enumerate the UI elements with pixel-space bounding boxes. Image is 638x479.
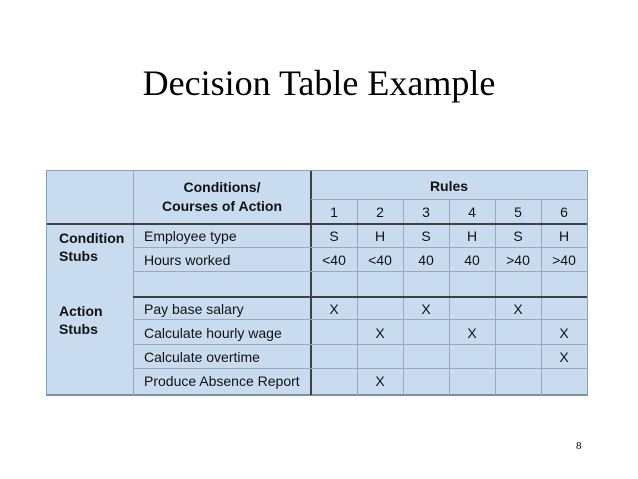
- condition-cell: S: [513, 227, 523, 244]
- conditions-header: [133, 178, 311, 216]
- action-cell: [495, 321, 541, 344]
- action-cell: [403, 345, 449, 368]
- rule-number: 2: [376, 203, 384, 220]
- action-cell: [403, 321, 449, 344]
- condition-stubs-label-line-1: Condition: [59, 230, 125, 246]
- condition-cell: H: [374, 227, 386, 244]
- condition-cell: S: [421, 227, 431, 244]
- action-cell: [311, 369, 357, 392]
- action-cell: X: [559, 324, 569, 341]
- condition-cell: H: [558, 227, 570, 244]
- condition-cell: S: [329, 227, 339, 244]
- action-cell: [311, 321, 357, 344]
- action-cell: X: [513, 300, 523, 317]
- action-row-label: Produce Absence Report: [144, 372, 300, 389]
- rule-number: 4: [468, 203, 476, 220]
- action-row-label: Pay base salary: [144, 300, 244, 317]
- action-cell: X: [467, 324, 477, 341]
- action-cell: X: [329, 300, 339, 317]
- action-cell: X: [421, 300, 431, 317]
- action-cell: [449, 369, 495, 392]
- condition-cell: 40: [464, 251, 480, 268]
- action-cell: [311, 345, 357, 368]
- action-cell: [541, 369, 587, 392]
- condition-stubs-label: [59, 229, 124, 265]
- action-cell: [357, 345, 403, 368]
- rule-number: 3: [422, 203, 430, 220]
- conditions-header-line-2: Courses of Action: [161, 198, 283, 214]
- action-cell: [541, 297, 587, 320]
- slide-title: Decision Table Example: [142, 63, 496, 103]
- condition-cell: H: [466, 227, 478, 244]
- action-cell: [449, 345, 495, 368]
- rule-number: 1: [330, 203, 338, 220]
- action-stubs-label: [59, 302, 103, 338]
- condition-cell: <40: [322, 251, 346, 268]
- rule-number: 5: [514, 203, 522, 220]
- action-stubs-label-line-2: Stubs: [59, 321, 98, 337]
- rule-number: 6: [560, 203, 568, 220]
- decision-table: [46, 170, 588, 396]
- action-cell: [495, 345, 541, 368]
- action-cell: [449, 297, 495, 320]
- page-number: 8: [576, 440, 582, 452]
- action-cell: X: [375, 372, 385, 389]
- action-cell: [357, 297, 403, 320]
- action-row-label: Calculate overtime: [144, 348, 260, 365]
- condition-row-label: Hours worked: [144, 251, 231, 268]
- condition-stubs-label-line-2: Stubs: [59, 248, 98, 264]
- rules-header: Rules: [429, 178, 469, 194]
- action-row-label: Calculate hourly wage: [144, 324, 282, 341]
- condition-cell: 40: [418, 251, 434, 268]
- condition-cell: <40: [368, 251, 392, 268]
- action-cell: X: [375, 324, 385, 341]
- action-cell: [403, 369, 449, 392]
- condition-cell: >40: [506, 251, 530, 268]
- action-cell: [495, 369, 541, 392]
- condition-row-label: Employee type: [144, 227, 237, 244]
- action-stubs-label-line-1: Action: [59, 303, 103, 319]
- condition-cell: >40: [552, 251, 576, 268]
- action-cell: X: [559, 348, 569, 365]
- row-divider: [133, 271, 587, 272]
- conditions-header-line-1: Conditions/: [183, 179, 261, 195]
